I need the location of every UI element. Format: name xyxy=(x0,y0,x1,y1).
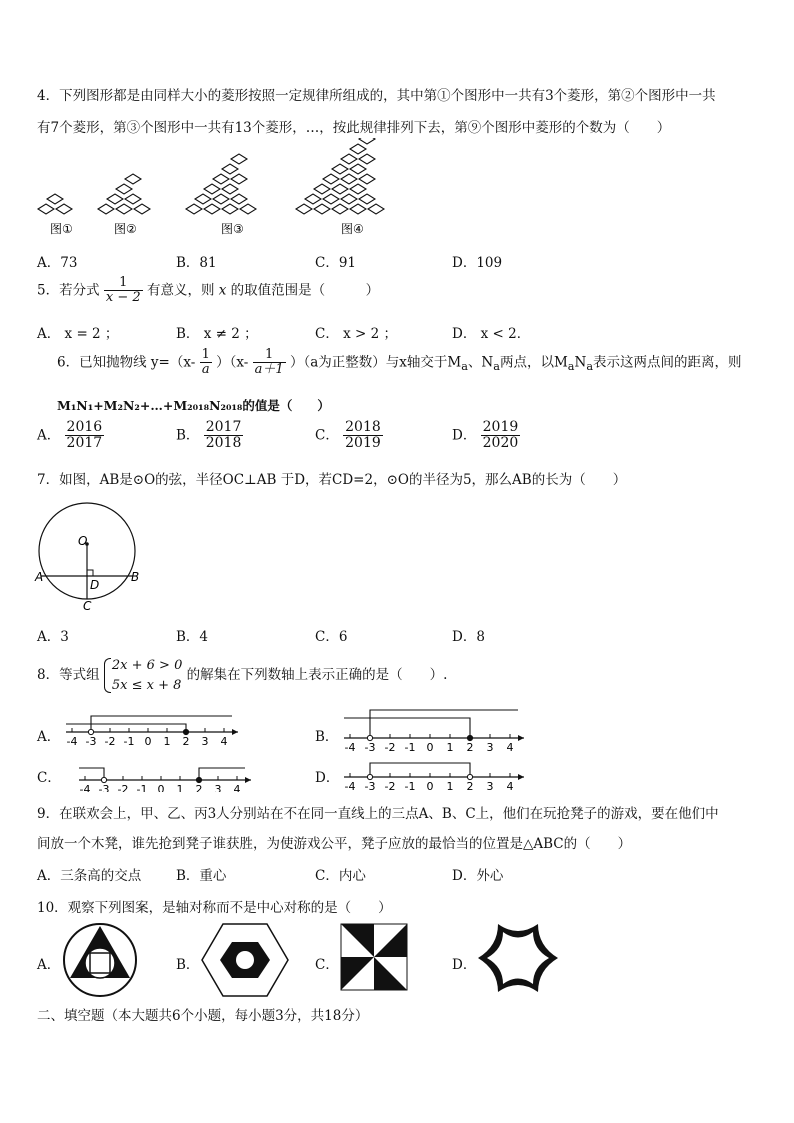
label-a: A xyxy=(35,570,44,584)
q6-stem xyxy=(57,348,742,378)
q5-fraction xyxy=(104,276,143,306)
solution-ray xyxy=(66,724,186,732)
q6-p1: 6．已知抛物线 y=（x- xyxy=(57,354,196,371)
q10-stem: 10．观察下列图案，是轴对称而不是中心对称的是（ ） xyxy=(37,900,392,916)
tick-label: 3 xyxy=(201,735,209,748)
q4-option-a[interactable]: A．73 xyxy=(37,255,78,271)
q5-var: x xyxy=(218,282,227,299)
right-angle-mark xyxy=(87,570,93,576)
rhombus-shape xyxy=(359,194,375,204)
q7-circle-figure xyxy=(34,496,142,612)
q4-option-d[interactable]: D．109 xyxy=(452,255,503,271)
rhombus-shape xyxy=(341,154,357,164)
rhombus-shape xyxy=(213,194,229,204)
q8-prefix: 8．等式组 xyxy=(37,667,100,683)
rhombus-shape xyxy=(125,174,141,184)
q8-option-b-label[interactable]: B． xyxy=(315,729,339,745)
rhombus-shape xyxy=(222,164,238,174)
tick-label: -4 xyxy=(66,735,78,748)
q6-opt-b-num: 2017 xyxy=(205,419,242,435)
fig-label-2: 图② xyxy=(114,222,137,236)
rhombus-shape xyxy=(116,184,132,194)
rhombus-shape xyxy=(359,154,375,164)
q6-p3: ）（a为正整数）与x轴交于M xyxy=(289,354,462,371)
section-2-title: 二、填空题（本大题共6个小题，每小题3分，共18分） xyxy=(37,1008,369,1024)
tick-label: -1 xyxy=(123,735,135,748)
q6-opt-c-frac xyxy=(343,420,383,452)
q9-line1: 9．在联欢会上，甲、乙、丙3人分别站在不在同一直线上的三点A、B、C上，他们在玩抢凳子的游戏，要在他们中 xyxy=(37,806,719,822)
q6-p2: ）（x- xyxy=(216,354,249,371)
rhombus-shape xyxy=(231,154,247,164)
q6-opt-a-frac xyxy=(65,420,105,452)
q9-option-b[interactable]: B．重心 xyxy=(176,868,227,884)
tick-label: 1 xyxy=(446,780,454,792)
rhombus-shape xyxy=(332,204,348,214)
rhombus-shape xyxy=(314,184,330,194)
rhombus-shape xyxy=(125,194,141,204)
rhombus-shape xyxy=(341,174,357,184)
q6-opt-c-num: 2018 xyxy=(345,419,381,435)
q8-numberline-b[interactable] xyxy=(336,706,528,752)
fig-label-3: 图③ xyxy=(221,222,244,236)
rhombus-shape xyxy=(359,174,375,184)
q6-p6: N xyxy=(574,354,587,371)
tick-label: 1 xyxy=(163,735,171,748)
q9-line2: 间放一个木凳，谁先抢到凳子谁获胜，为使游戏公平，凳子应放的最恰当的位置是△ABC的（ ） xyxy=(37,836,632,852)
q10-pattern-d[interactable] xyxy=(476,918,560,998)
open-dot xyxy=(88,729,93,734)
q6-f1-den: a xyxy=(201,362,210,378)
q6-p4: 、N xyxy=(467,354,494,371)
q7-option-c[interactable]: C．6 xyxy=(315,629,348,645)
label-o: O xyxy=(78,534,88,548)
q6-sub1: a xyxy=(461,359,468,373)
rhombus-shape xyxy=(296,204,312,214)
q8-system xyxy=(104,656,182,695)
q5-suffix2: 的取值范围是（ ） xyxy=(230,282,380,299)
q8-stem xyxy=(37,656,447,695)
q6-opt-d-num: 2019 xyxy=(482,419,519,435)
q8-eq1: 2x + 6 > 0 xyxy=(111,658,183,673)
tick-label: 0 xyxy=(144,735,152,748)
rhombus-shape xyxy=(204,184,220,194)
tick-label: -3 xyxy=(98,783,110,792)
solution-ray xyxy=(370,763,470,777)
label-c: C xyxy=(83,599,92,612)
solution-ray xyxy=(199,768,245,780)
open-dot xyxy=(367,774,372,779)
tick-label: -2 xyxy=(384,780,396,792)
tick-label: 0 xyxy=(157,783,165,792)
q6-opt-d-label: D． xyxy=(452,427,477,444)
rhombus-shape xyxy=(213,174,229,184)
rhombus-shape xyxy=(332,164,348,174)
rhombus-shape xyxy=(38,204,54,214)
tick-label: 3 xyxy=(214,783,222,792)
q10-pattern-a[interactable] xyxy=(60,920,140,1000)
q8-option-c-label[interactable]: C． xyxy=(37,770,61,786)
tick-label: -3 xyxy=(364,741,376,752)
q6-opt-a-den: 2017 xyxy=(66,435,103,452)
q6-line2: M₁N₁+M₂N₂+…+M₂₀₁₈N₂₀₁₈的值是（ ） xyxy=(57,398,330,413)
q5-frac-den: x − 2 xyxy=(105,290,141,306)
q6-p5: 两点，以M xyxy=(499,354,568,371)
q9-option-d[interactable]: D．外心 xyxy=(452,868,504,884)
rhombus-shape xyxy=(314,204,330,214)
tick-label: -3 xyxy=(364,780,376,792)
q6-opt-d-den: 2020 xyxy=(482,435,519,452)
q6-opt-a-num: 2016 xyxy=(66,419,103,435)
tick-label: 4 xyxy=(506,780,514,792)
rhombus-shape xyxy=(350,164,366,174)
q4-line1: 4．下列图形都是由同样大小的菱形按照一定规律所组成的，其中第①个图形中一共有3个菱形，第②个图形中一共 xyxy=(37,88,716,104)
q10-option-b-label[interactable]: B． xyxy=(176,957,200,973)
q6-opt-a-label: A． xyxy=(37,427,61,444)
axis-arrow xyxy=(232,729,238,735)
q5-option-a[interactable]: A． x = 2 ； xyxy=(37,326,119,342)
rhombus-shape xyxy=(323,194,339,204)
q7-option-b[interactable]: B．4 xyxy=(176,629,209,645)
tick-label: 2 xyxy=(466,780,474,792)
q6-opt-b-den: 2018 xyxy=(205,435,242,452)
solution-ray xyxy=(370,710,518,738)
rhombus-shape xyxy=(56,204,72,214)
rhombus-shape xyxy=(350,144,366,154)
q8-option-d-label[interactable]: D． xyxy=(315,770,340,786)
q6-sub4: a xyxy=(586,359,594,373)
axis-arrow xyxy=(245,777,251,783)
tick-label: -3 xyxy=(85,735,97,748)
q10-pattern-c[interactable] xyxy=(340,923,408,991)
tick-label: -2 xyxy=(384,741,396,752)
q5-stem xyxy=(37,276,379,306)
q5-option-c[interactable]: C． x > 2 ； xyxy=(315,326,398,342)
rhombus-shape xyxy=(341,194,357,204)
q6-option-b[interactable] xyxy=(176,420,243,452)
rhombus-shape xyxy=(222,204,238,214)
q7-option-a[interactable]: A．3 xyxy=(37,629,69,645)
solution-ray xyxy=(79,768,104,780)
q6-sub2: a xyxy=(493,359,500,373)
q6-frac2 xyxy=(253,348,286,378)
fig-label-4: 图④ xyxy=(341,222,364,236)
open-dot xyxy=(367,735,372,740)
closed-dot xyxy=(183,729,188,734)
rhombus-shape xyxy=(231,194,247,204)
q6-opt-b-label: B． xyxy=(176,427,200,444)
q8-eq2: 5x ≤ x + 8 xyxy=(111,677,182,693)
q6-opt-d-frac xyxy=(481,420,521,452)
q8-numberline-a[interactable] xyxy=(58,708,238,752)
open-dot xyxy=(467,774,472,779)
q5-option-d[interactable]: D． x < 2． xyxy=(452,326,531,342)
tick-label: 3 xyxy=(486,780,494,792)
q7-option-d[interactable]: D．8 xyxy=(452,629,485,645)
tick-label: -2 xyxy=(117,783,129,792)
tick-label: -1 xyxy=(136,783,148,792)
rhombus-shape xyxy=(368,204,384,214)
q8-option-a-label[interactable]: A． xyxy=(37,729,61,745)
rhombus-shape xyxy=(47,194,63,204)
q4-option-c[interactable]: C．91 xyxy=(315,255,357,271)
rhombus-shape xyxy=(222,184,238,194)
tick-label: -1 xyxy=(404,741,416,752)
q9-option-a[interactable]: A．三条高的交点 xyxy=(37,868,142,884)
rhombus-shape xyxy=(195,194,211,204)
q7-stem: 7．如图，AB是⊙O的弦，半径OC⊥AB 于D，若CD=2，⊙O的半径为5，那么AB的长为（ ） xyxy=(37,472,627,488)
tick-label: -4 xyxy=(344,780,356,792)
rhombus-shape xyxy=(186,204,202,214)
axis-arrow xyxy=(518,735,524,741)
q5-option-b[interactable]: B． x ≠ 2 ； xyxy=(176,326,258,342)
rhombus-shape xyxy=(134,204,150,214)
q4-line2: 有7个菱形，第③个图形中一共有13个菱形，…，按此规律排列下去，第⑨个图形中菱形的个数为（ ） xyxy=(37,120,671,136)
tick-label: 1 xyxy=(446,741,454,752)
tick-label: 4 xyxy=(233,783,241,792)
q10-pattern-b[interactable] xyxy=(200,920,290,1000)
tick-label: -4 xyxy=(344,741,356,752)
q5-prefix: 5．若分式 xyxy=(37,282,100,299)
rhombus-shape xyxy=(359,138,375,144)
q8-numberline-d[interactable] xyxy=(336,750,530,792)
label-b: B xyxy=(131,570,140,584)
rhombus-shape xyxy=(231,174,247,184)
q6-sub3: a xyxy=(567,359,575,373)
tick-label: -1 xyxy=(404,780,416,792)
tick-label: 2 xyxy=(182,735,190,748)
q10-option-d-label[interactable]: D． xyxy=(452,957,477,973)
fig-label-1: 图① xyxy=(50,222,73,236)
q5-frac-num: 1 xyxy=(104,276,143,291)
axis-arrow xyxy=(518,774,524,780)
q10-option-a-label[interactable]: A． xyxy=(37,957,61,973)
rhombus-shape xyxy=(98,204,114,214)
rhombus-shape xyxy=(323,174,339,184)
rhombus-shape xyxy=(240,204,256,214)
q6-p7: 表示这两点间的距离，则 xyxy=(593,354,742,371)
tick-label: 2 xyxy=(466,741,474,752)
tick-label: 0 xyxy=(426,780,434,792)
q5-suffix: 有意义，则 xyxy=(146,282,215,299)
q6-f1-num: 1 xyxy=(201,347,210,362)
q6-opt-c-label: C． xyxy=(315,427,339,444)
tick-label: 1 xyxy=(176,783,184,792)
rhombus-shape xyxy=(305,194,321,204)
q6-f2-den: a＋1 xyxy=(254,362,284,378)
q8-suffix: 的解集在下列数轴上表示正确的是（ ）. xyxy=(186,667,448,683)
q4-rhombus-figures xyxy=(34,138,419,240)
tick-label: 4 xyxy=(506,741,514,752)
tick-label: 3 xyxy=(486,741,494,752)
tick-label: 0 xyxy=(426,741,434,752)
tick-label: -4 xyxy=(79,783,91,792)
q6-opt-c-den: 2019 xyxy=(345,435,381,452)
q6-f2-num: 1 xyxy=(253,348,286,363)
solution-ray xyxy=(344,718,470,738)
rhombus-shape xyxy=(350,184,366,194)
q6-option-a[interactable] xyxy=(37,420,104,452)
rhombus-shape xyxy=(350,204,366,214)
q4-option-b[interactable]: B．81 xyxy=(176,255,217,271)
q9-option-c[interactable]: C．内心 xyxy=(315,868,366,884)
closed-dot xyxy=(196,777,201,782)
rhombus-shape xyxy=(107,194,123,204)
tick-label: 4 xyxy=(220,735,228,748)
rhombus-shape xyxy=(332,184,348,194)
label-d: D xyxy=(90,578,100,592)
tick-label: -2 xyxy=(104,735,116,748)
q6-option-c[interactable] xyxy=(315,420,383,452)
q6-opt-b-frac xyxy=(204,420,244,452)
q10-option-c-label[interactable]: C． xyxy=(315,957,339,973)
q8-numberline-c[interactable] xyxy=(58,752,258,792)
rhombus-shape xyxy=(116,204,132,214)
rhombus-shape xyxy=(204,204,220,214)
open-dot xyxy=(101,777,106,782)
q6-option-d[interactable] xyxy=(452,420,520,452)
tick-label: 2 xyxy=(195,783,203,792)
closed-dot xyxy=(467,735,472,740)
q6-frac1 xyxy=(200,348,212,378)
